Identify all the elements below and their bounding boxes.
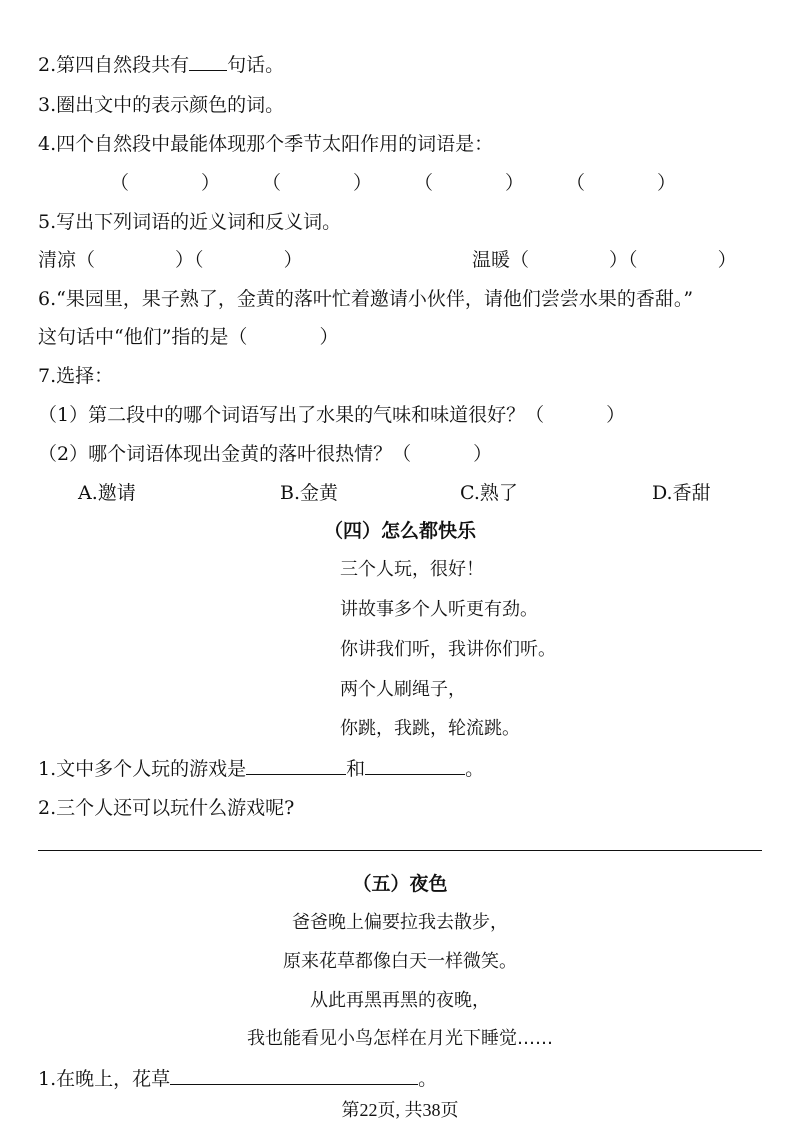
question-7-sub1: （1）第二段中的哪个词语写出了水果的气味和味道很好？（ ） xyxy=(38,404,626,426)
question-7-sub2: （2）哪个词语体现出金黄的落叶很热情？（ ） xyxy=(38,443,493,465)
answer-blank-4[interactable]: （ ） xyxy=(566,172,677,194)
option-d[interactable]: D.香甜 xyxy=(652,482,711,504)
poem-line: 你跳，我跳，轮流跳。 xyxy=(340,718,520,739)
section-divider xyxy=(38,850,762,851)
answer-paren[interactable]: （ ） xyxy=(194,249,303,271)
poem-line: 从此再黑再黑的夜晚， xyxy=(310,990,490,1011)
poem-line: 原来花草都像白天一样微笑。 xyxy=(283,951,517,972)
answer-paren[interactable]: （ ） xyxy=(628,249,737,271)
answer-paren[interactable]: （ ） xyxy=(510,249,629,271)
answer-blank[interactable] xyxy=(246,756,346,775)
question-7-title: 7.选择： xyxy=(38,365,114,387)
option-b[interactable]: B.金黄 xyxy=(280,482,339,504)
poem-line: 两个人刷绳子， xyxy=(340,679,466,700)
question-2 xyxy=(38,52,284,78)
section-5-title: （五）夜色 xyxy=(352,873,448,895)
answer-blank-2[interactable]: （ ） xyxy=(262,172,373,194)
answer-blank[interactable] xyxy=(365,756,465,775)
word-qingliang: 清凉（ ）（ ） xyxy=(38,249,303,271)
page-number: 第22页, 共38页 xyxy=(341,1100,459,1120)
section-4-question-1: 1.文中多个人玩的游戏是 和 。 xyxy=(38,758,485,780)
answer-blank[interactable] xyxy=(189,52,227,71)
question-4: 4.四个自然段中最能体现那个季节太阳作用的词语是： xyxy=(38,133,494,155)
word-wennuan: 温暖（ ）（ ） xyxy=(472,249,737,271)
answer-paren[interactable]: （ ） xyxy=(76,249,195,271)
answer-blank-3[interactable]: （ ） xyxy=(414,172,525,194)
question-3: 3.圈出文中的表示颜色的词。 xyxy=(38,94,285,116)
answer-blank[interactable] xyxy=(170,1066,418,1085)
option-a[interactable]: A.邀请 xyxy=(78,482,136,504)
poem-line: 讲故事多个人听更有劲。 xyxy=(340,599,538,620)
poem-line: 爸爸晚上偏要拉我去散步， xyxy=(292,912,508,933)
question-5: 5.写出下列词语的近义词和反义词。 xyxy=(38,211,342,233)
question-2-text: 2.第四自然段共有 xyxy=(38,54,190,76)
section-4-title: （四）怎么都快乐 xyxy=(323,520,476,542)
section-5-question-1: 1.在晚上，花草 。 xyxy=(38,1068,438,1090)
question-2-suffix: 句话。 xyxy=(227,54,285,76)
poem-line: 我也能看见小鸟怎样在月光下睡觉…… xyxy=(247,1028,553,1049)
option-c[interactable]: C.熟了 xyxy=(460,482,518,504)
answer-blank-1[interactable]: （ ） xyxy=(110,172,221,194)
question-6-ask: 这句话中“他们”指的是（ ） xyxy=(38,326,339,348)
section-4-question-2: 2.三个人还可以玩什么游戏呢? xyxy=(38,797,295,819)
poem-line: 三个人玩，很好！ xyxy=(340,559,484,580)
question-6-quote: 6.“果园里，果子熟了，金黄的落叶忙着邀请小伙伴，请他们尝尝水果的香甜。” xyxy=(38,288,694,310)
poem-line: 你讲我们听，我讲你们听。 xyxy=(340,639,556,660)
